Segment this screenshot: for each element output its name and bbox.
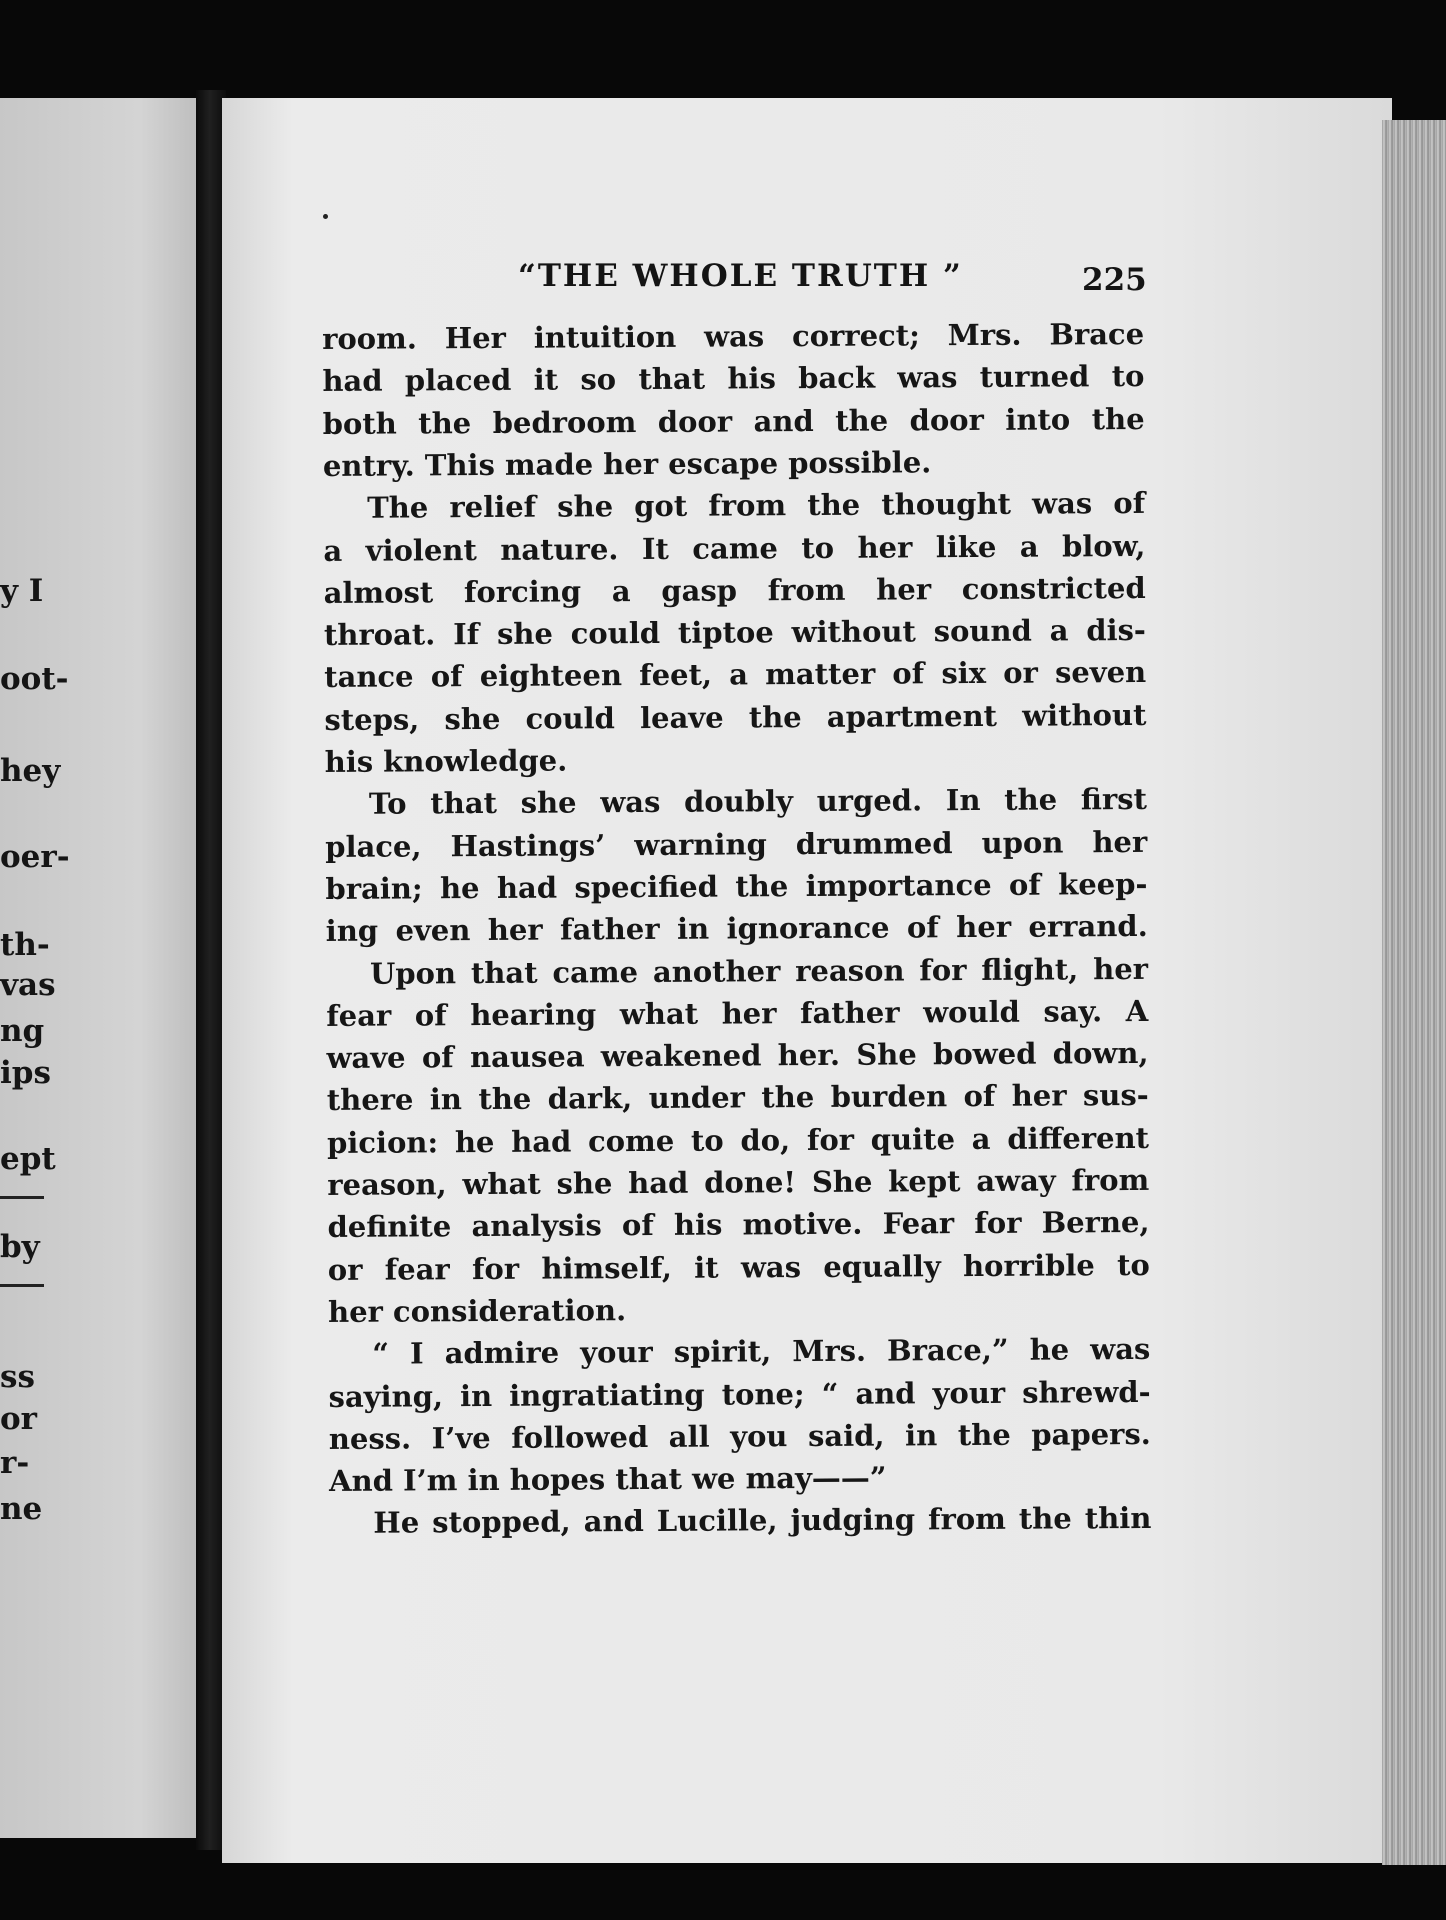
text-line: had placed it so that his back was turned to xyxy=(322,359,1145,399)
left-page-fragment: y I xyxy=(0,573,44,609)
left-page-fragment: ss xyxy=(0,1359,35,1395)
left-page-rule xyxy=(0,1284,44,1287)
text-line: a violent nature. It came to her like a blow, xyxy=(323,528,1146,568)
text-line: throat. If she could tiptoe without sound a dis- xyxy=(323,613,1147,653)
text-line: He stopped, and Lucille, judging from the thin xyxy=(373,1501,1152,1541)
left-page-fragment: vas xyxy=(0,967,56,1003)
text-line: Upon that came another reason for flight, her xyxy=(369,951,1149,991)
text-line: his knowledge. xyxy=(324,743,568,779)
left-page-fragment: th- xyxy=(0,927,50,963)
text-line: fear of hearing what her father would say. A xyxy=(326,993,1149,1033)
page-number: 225 xyxy=(1082,262,1147,298)
left-page-fragment: hey xyxy=(0,753,61,789)
left-page-fragment: oer- xyxy=(0,839,70,875)
text-line: ness. I’ve followed all you said, in the papers. xyxy=(328,1416,1151,1456)
text-line: or fear for himself, it was equally horrible to xyxy=(327,1247,1150,1287)
text-line: tance of eighteen feet, a matter of six or seven xyxy=(324,655,1147,695)
text-line: reason, what she had done! She kept away from xyxy=(327,1162,1150,1202)
text-line: “ I admire your spirit, Mrs. Brace,” he was xyxy=(372,1332,1151,1371)
text-line: ing even her father in ignorance of her errand. xyxy=(325,909,1148,949)
left-page-fragment: ne xyxy=(0,1491,43,1527)
running-head: “THE WHOLE TRUTH ” xyxy=(518,258,963,294)
text-line: saying, in ingratiating tone; “ and your shrewd- xyxy=(328,1374,1151,1414)
left-page-fragment: ips xyxy=(0,1055,51,1091)
left-page-rule xyxy=(0,1196,44,1199)
left-page-fragment: or xyxy=(0,1401,38,1437)
text-line: almost forcing a gasp from her constricted xyxy=(323,570,1146,610)
text-line: picion: he had come to do, for quite a different xyxy=(326,1120,1150,1160)
text-line: steps, she could leave the apartment without xyxy=(324,697,1147,737)
text-line: definite analysis of his motive. Fear for Berne, xyxy=(327,1205,1150,1245)
text-line: To that she was doubly urged. In the first xyxy=(368,782,1148,822)
text-line: her consideration. xyxy=(327,1293,627,1329)
left-page-fragment: ng xyxy=(0,1013,45,1049)
text-line: brain; he had specified the importance of keep- xyxy=(325,866,1148,906)
left-page-fragment: oot- xyxy=(0,661,69,697)
scan-speck xyxy=(323,214,328,219)
left-page-fragment: ept xyxy=(0,1141,56,1177)
text-line: And I’m in hopes that we may——” xyxy=(329,1460,887,1499)
text-line: room. Her intuition was correct; Mrs. Brace xyxy=(322,316,1145,356)
page-edge-stack xyxy=(1382,120,1446,1865)
text-line: The relief she got from the thought was of xyxy=(367,486,1146,525)
text-line: place, Hastings’ warning drummed upon her xyxy=(325,824,1148,864)
left-page-fragment: by xyxy=(0,1229,40,1265)
text-line: there in the dark, under the burden of her sus- xyxy=(326,1078,1149,1118)
left-page-fragment: r- xyxy=(0,1445,30,1481)
text-line: both the bedroom door and the door into the xyxy=(322,401,1145,441)
text-line: wave of nausea weakened her. She bowed down, xyxy=(326,1036,1149,1076)
text-line: entry. This made her escape possible. xyxy=(322,445,932,483)
